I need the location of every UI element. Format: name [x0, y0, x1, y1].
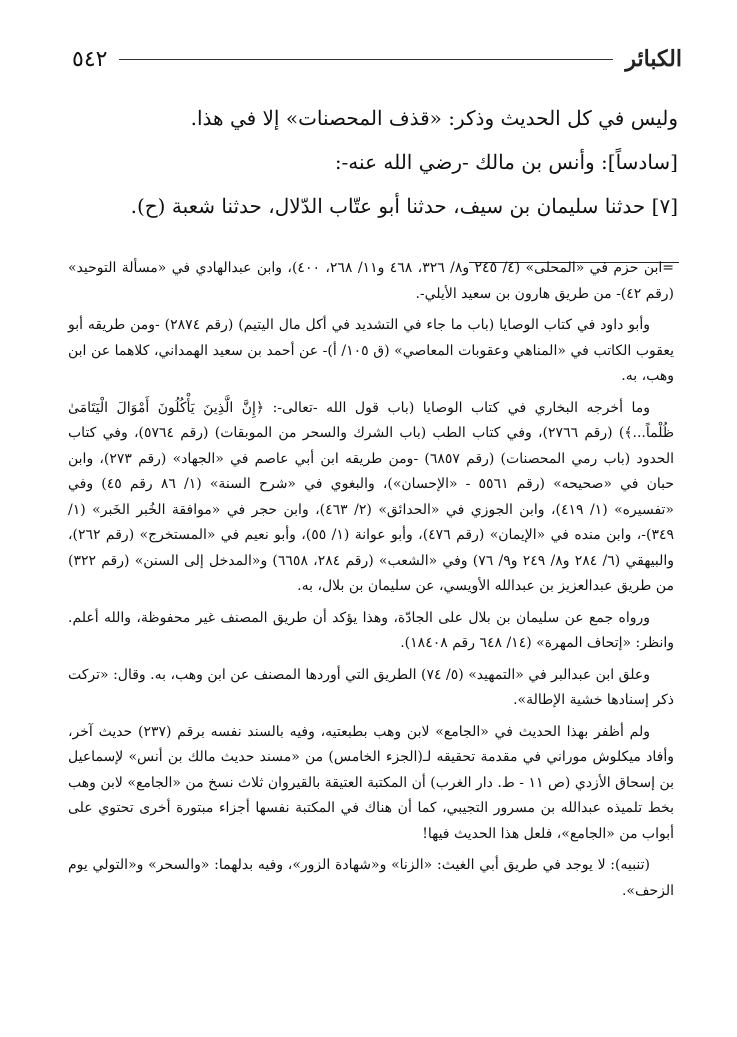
main-line-2: [سادساً]: وأنس بن مالك -رضي الله عنه-: — [334, 150, 678, 174]
footnote-paragraph: ولم أظفر بهذا الحديث في «الجامع» لابن وهب بطبعتيه، وفيه بالسند نفسه برقم (٢٣٧) حديث آخر، وأفاد ميكلوش موراني في مقدمة تحقيقه لـ(الجزء الخامس) من «مسند حديث مالك بن أنس» لإسماعيل بن إسحاق الأزدي (ص ١١ - ط. دار الغرب) أن المكتبة العتيقة بالقيروان ثلاث نسخ من «الجامع» لابن وهب بخط تلميذه عبدالله بن مسرور التجيبي، كما أن هناك في المكتبة نفسها أجزاء مبتورة أخرى تحتوي على أبواب من «الجامع»، فلعل هذا الحديث فيها! — [68, 723, 674, 842]
footnote-paragraph: وعلق ابن عبدالبر في «التمهيد» (٥/ ٧٤) الطريق التي أوردها المصنف عن ابن وهب، به. وقال: «تركت ذكر إسنادها خشية الإطالة». — [68, 666, 674, 708]
book-title-emblem: الكبائر — [625, 46, 682, 72]
footnote-paragraph: =ابن حزم في «المحلى» (٤/ ٢٤٥ و٨/ ٣٢٦، ٤٦٨ و١١/ ٢٦٨، ٤٠٠)، وابن عبدالهادي في «مسألة التوحيد» (رقم ٤٢)- من طريق هارون بن سعيد الأيلي-. — [68, 260, 674, 302]
footnote-paragraph: ورواه جمع عن سليمان بن بلال على الجادّة، وهذا يؤكد أن طريق المصنف غير محفوظة، والله أعلم. وانظر: «إتحاف المهرة» (١٤/ ٦٤٨ رقم ١٨٤٠٨). — [68, 609, 674, 651]
main-line-1: وليس في كل الحديث وذكر: «قذف المحصنات» إلا في هذا. — [190, 106, 678, 130]
main-line-3: [٧] حدثنا سليمان بن سيف، حدثنا أبو عتّاب الدّلال، حدثنا شعبة (ح). — [130, 194, 678, 218]
footnote-paragraph: (تنبيه): لا يوجد في طريق أبي الغيث: «الزنا» و«شهادة الزور»، وفيه بدلهما: «والسحر» و«التولي يوم الزحف». — [68, 857, 674, 899]
footnotes — [68, 256, 674, 910]
footnote-paragraph: وما أخرجه البخاري في كتاب الوصايا (باب قول الله -تعالى-: ﴿إِنَّ الَّذِينَ يَأْكُلُونَ أَمْوَالَ الْيَتَامَىٰ ظُلْماً...﴾) (رقم ٢٧٦٦)، وفي كتاب الطب (باب الشرك والسحر من الموبقات) (رقم ٥٧٦٤)، وفي كتاب الحدود (باب رمي المحصنات) (رقم ٦٨٥٧) -ومن طريقه ابن أبي عاصم في «الجهاد» (رقم ٢٧٣)، وابن حبان في «صحيحه» (رقم ٥٥٦١ - «الإحسان»)، والبغوي في «شرح السنة» (١/ ٨٦ رقم ٤٥) وفي «تفسيره» (١/ ٤١٩)، وابن الجوزي في «الحدائق» (٢/ ٤٦٣)، وابن حجر في «موافقة الخُبر الخَبر» (١/ ٣٤٩)-، وابن منده في «الإيمان» (رقم ٤٧٦)، وأبو عوانة (١/ ٥٥)، وأبو نعيم في «المستخرج» (رقم ٢٦٢)، والبيهقي (٦/ ٢٨٤ و٨/ ٢٤٩ و٩/ ٧٦) وفي «الشعب» (رقم ٢٨٤، ٦٦٥٨) و«المدخل إلى السنن» (رقم ٣٢٢) من طريق عبدالعزيز بن عبدالله الأويسي، عن سليمان بن بلال، به. — [68, 399, 675, 594]
footnote-paragraph: وأبو داود في كتاب الوصايا (باب ما جاء في التشديد في أكل مال اليتيم) (رقم ٢٨٧٤) -ومن طريقه أبو يعقوب الكاتب في «المناهي وعقوبات المعاصي» (ق ١٠٥/ أ)- عن أحمد بن سعيد الهمداني، كلاهما عن ابن وهب، به. — [68, 317, 675, 384]
page-number: ٥٤٢ — [72, 46, 108, 72]
header-rule — [119, 59, 613, 60]
main-text — [78, 96, 678, 228]
page-header — [72, 42, 682, 76]
